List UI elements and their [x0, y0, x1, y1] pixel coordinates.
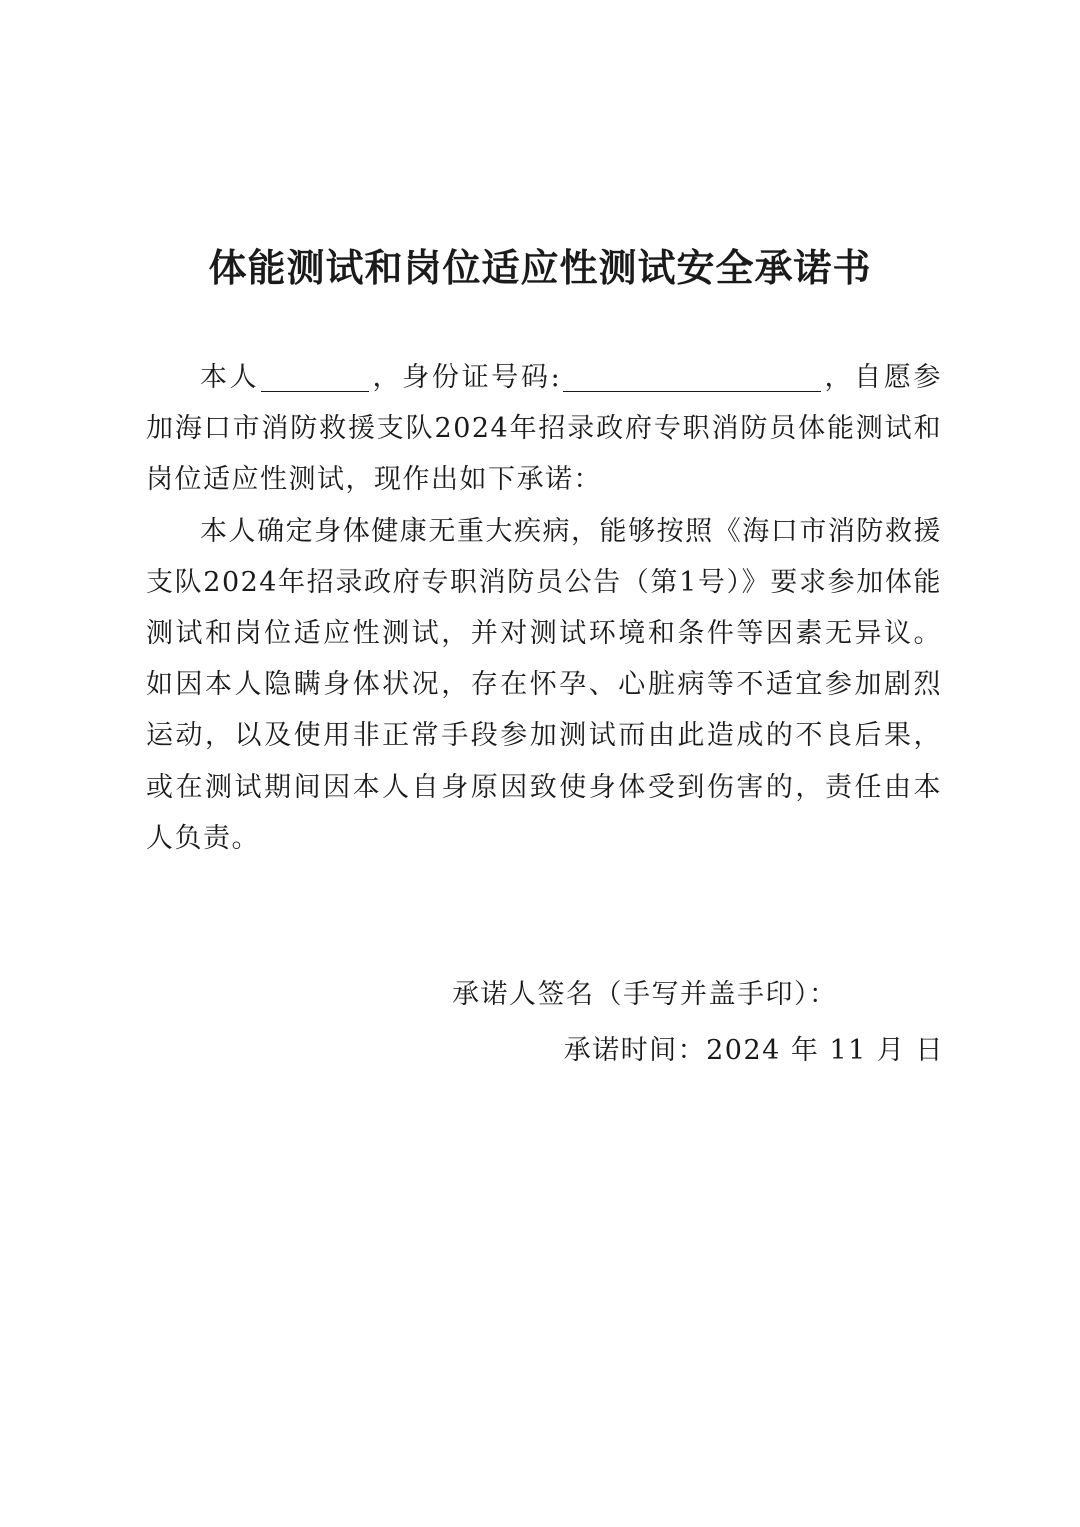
intro-text-id-label: ，身份证号码: [371, 362, 551, 393]
signature-label: 承诺人签名（手写并盖手印）：: [452, 979, 838, 1010]
name-blank: [261, 361, 369, 392]
document-title: 体能测试和岗位适应性测试安全承诺书: [208, 246, 872, 290]
id-number-blank: [563, 361, 821, 392]
document-body: [146, 352, 942, 864]
intro-text-self: 本人: [200, 362, 260, 393]
intro-text-rest: ，自愿参加海口市消防救援支队2024年招录政府专职消防员体能测试和岗位适应性测试，现作出如下承诺：: [146, 362, 943, 496]
commitment-date: 承诺时间：2024 年 11 月 日: [563, 1035, 944, 1066]
commitment-detail-paragraph: 本人确定身体健康无重大疾病，能够按照《海口市消防救援支队2024年招录政府专职消防员公告（第1号）》要求参加体能测试和岗位适应性测试，并对测试环境和条件等因素无异议。如因本人隐瞒身体状况，存在怀孕、心脏病等不适宜参加剧烈运动，以及使用非正常手段参加测试而由此造成的不良后果，或在测试期间因本人自身原因致使身体受到伤害的，责任由本人负责。: [146, 515, 942, 854]
commitment-intro-paragraph: [146, 352, 942, 506]
intro-text-id-colon: :: [550, 362, 562, 393]
